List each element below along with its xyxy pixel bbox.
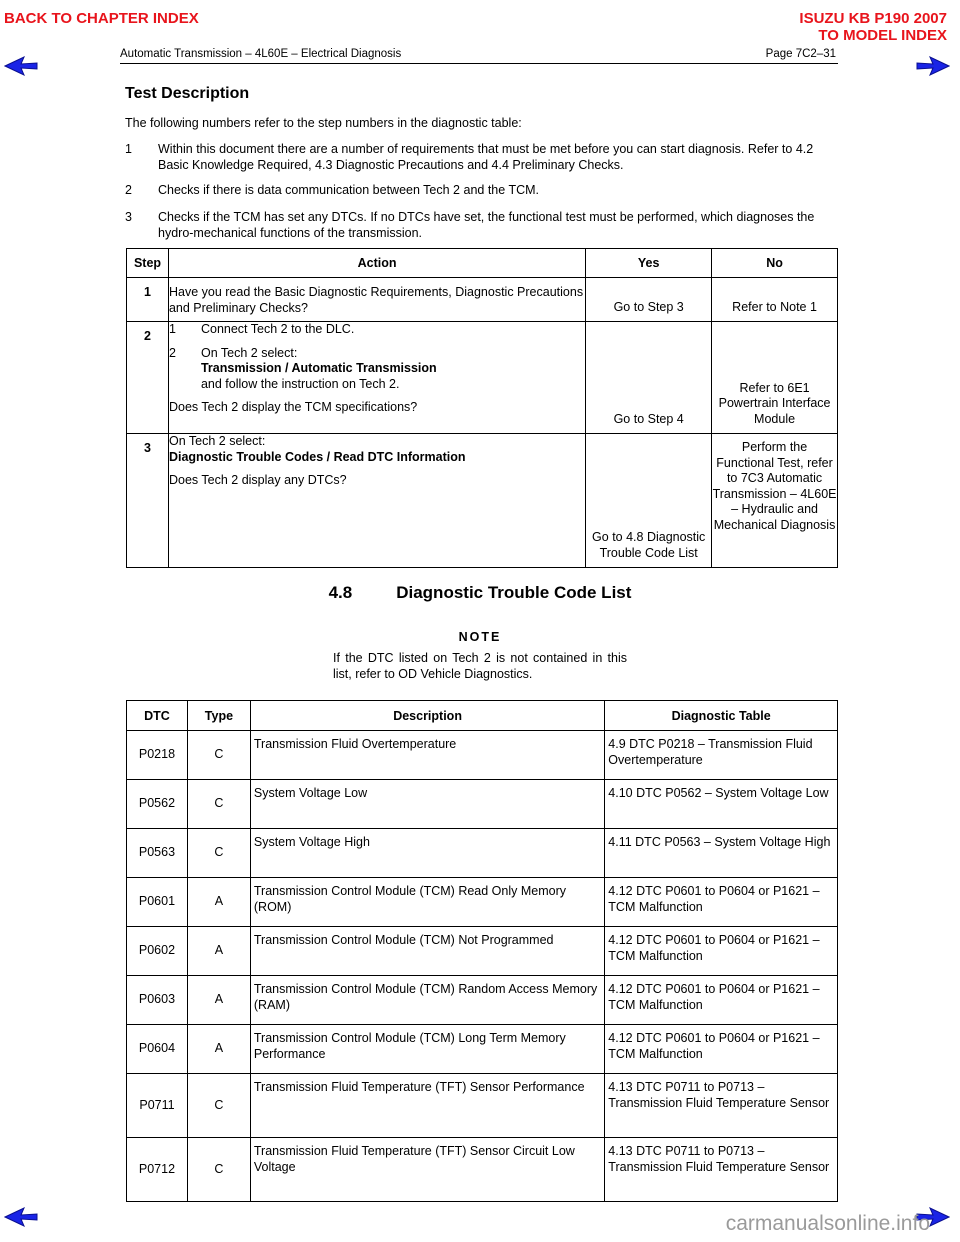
step-number: 2 (127, 322, 169, 434)
table-row (127, 731, 838, 780)
model-title-line: ISUZU KB P190 2007 (799, 10, 947, 27)
dtc-diagnostic-table-link[interactable]: 4.12 DTC P0601 to P0604 or P1621 – TCM Malfunction (605, 1025, 838, 1074)
dtc-type: C (187, 829, 250, 878)
dtc-description: System Voltage High (250, 829, 604, 878)
dtc-type: A (187, 927, 250, 976)
dtc-diagnostic-table-link[interactable]: 4.11 DTC P0563 – System Voltage High (605, 829, 838, 878)
dtc-description: Transmission Control Module (TCM) Long Term Memory Performance (250, 1025, 604, 1074)
column-header-dtc: DTC (127, 701, 188, 731)
model-index-link[interactable] (799, 10, 947, 44)
step-no-result: Refer to Note 1 (712, 278, 838, 322)
dtc-type: C (187, 1074, 250, 1138)
step-number: 3 (127, 434, 169, 568)
header-rule (120, 63, 838, 64)
requirement-item: 2 Checks if there is data communication between Tech 2 and the TCM. (125, 183, 539, 197)
section-title: Diagnostic Trouble Code List (396, 583, 632, 602)
column-header-type: Type (187, 701, 250, 731)
dtc-description: Transmission Control Module (TCM) Read Only Memory (ROM) (250, 878, 604, 927)
section-heading (0, 583, 960, 603)
dtc-code: P0712 (127, 1138, 188, 1202)
dtc-code: P0711 (127, 1074, 188, 1138)
dtc-code: P0601 (127, 878, 188, 927)
table-header-row (127, 249, 838, 278)
step-yes-result: Go to Step 4 (586, 322, 712, 434)
back-to-chapter-index-link[interactable]: BACK TO CHAPTER INDEX (4, 10, 199, 27)
table-header-row (127, 701, 838, 731)
dtc-description: Transmission Fluid Temperature (TFT) Sensor Performance (250, 1074, 604, 1138)
table-row (127, 434, 838, 568)
dtc-description: Transmission Control Module (TCM) Not Programmed (250, 927, 604, 976)
page-number: Page 7C2–31 (765, 48, 836, 60)
table-row (127, 1074, 838, 1138)
running-header-title: Automatic Transmission – 4L60E – Electrical Diagnosis (120, 48, 402, 60)
dtc-diagnostic-table-link[interactable]: 4.13 DTC P0711 to P0713 – Transmission Fluid Temperature Sensor (605, 1074, 838, 1138)
dtc-code: P0563 (127, 829, 188, 878)
dtc-code: P0604 (127, 1025, 188, 1074)
dtc-code: P0562 (127, 780, 188, 829)
table-row (127, 829, 838, 878)
dtc-code: P0218 (127, 731, 188, 780)
requirement-item: 3 Checks if the TCM has set any DTCs. If no DTCs have set, the functional test must be performed, which diagnoses the hydro-mechanical functions of the transmission. (125, 210, 815, 240)
step-number: 1 (127, 278, 169, 322)
column-header-step: Step (127, 249, 169, 278)
step-action: 1 Connect Tech 2 to the DLC. 2 On Tech 2 select: Transmission / Automatic Transmission and follow the instruction on Tech 2. Does Tech 2 display the TCM specifications? (168, 322, 585, 434)
dtc-type: A (187, 1025, 250, 1074)
step-action: On Tech 2 select: Diagnostic Trouble Codes / Read DTC Information Does Tech 2 display any DTCs? (168, 434, 585, 568)
step-action: Have you read the Basic Diagnostic Requirements, Diagnostic Precautions and Preliminary Checks? (168, 278, 585, 322)
dtc-description: Transmission Control Module (TCM) Random Access Memory (RAM) (250, 976, 604, 1025)
dtc-description: Transmission Fluid Overtemperature (250, 731, 604, 780)
table-row (127, 878, 838, 927)
dtc-diagnostic-table-link[interactable]: 4.9 DTC P0218 – Transmission Fluid Overtemperature (605, 731, 838, 780)
diagnostic-step-table (126, 248, 838, 568)
dtc-type: C (187, 731, 250, 780)
dtc-type: C (187, 1138, 250, 1202)
step-no-result: Refer to 6E1 Powertrain Interface Module (712, 322, 838, 434)
note-title: NOTE (458, 630, 502, 644)
test-description-intro: The following numbers refer to the step numbers in the diagnostic table: (125, 116, 522, 130)
column-header-action: Action (168, 249, 585, 278)
dtc-diagnostic-table-link[interactable]: 4.13 DTC P0711 to P0713 – Transmission Fluid Temperature Sensor (605, 1138, 838, 1202)
dtc-diagnostic-table-link[interactable]: 4.12 DTC P0601 to P0604 or P1621 – TCM Malfunction (605, 976, 838, 1025)
table-row (127, 1138, 838, 1202)
column-header-no: No (712, 249, 838, 278)
to-model-index-line: TO MODEL INDEX (818, 27, 947, 44)
previous-page-arrow-icon[interactable] (4, 1206, 38, 1228)
section-number: 4.8 (328, 583, 353, 602)
dtc-list-table (126, 700, 838, 1202)
table-row (127, 1025, 838, 1074)
dtc-code: P0602 (127, 927, 188, 976)
step-no-result: Perform the Functional Test, refer to 7C3 Automatic Transmission – 4L60E – Hydraulic and Mechanical Diagnosis (712, 434, 838, 568)
table-row (127, 927, 838, 976)
step-yes-result: Go to Step 3 (586, 278, 712, 322)
requirement-item: 1 Within this document there are a number of requirements that must be met before you can start diagnosis. Refer to 4.2 Basic Knowledge Required, 4.3 Diagnostic Precautions and 4.4 Preliminary Checks. (125, 142, 814, 172)
table-row (127, 780, 838, 829)
dtc-diagnostic-table-link[interactable]: 4.12 DTC P0601 to P0604 or P1621 – TCM Malfunction (605, 927, 838, 976)
dtc-type: A (187, 976, 250, 1025)
next-page-arrow-icon[interactable] (916, 55, 950, 77)
column-header-diagnostic-table: Diagnostic Table (605, 701, 838, 731)
table-row (127, 976, 838, 1025)
column-header-yes: Yes (586, 249, 712, 278)
dtc-diagnostic-table-link[interactable]: 4.12 DTC P0601 to P0604 or P1621 – TCM Malfunction (605, 878, 838, 927)
test-description-heading: Test Description (125, 85, 250, 102)
watermark-text: carmanualsonline.info (725, 1212, 930, 1235)
dtc-description: Transmission Fluid Temperature (TFT) Sensor Circuit Low Voltage (250, 1138, 604, 1202)
note-text: If the DTC listed on Tech 2 is not contained in this list, refer to OD Vehicle Diagnostics. (333, 651, 627, 681)
table-row (127, 278, 838, 322)
dtc-description: System Voltage Low (250, 780, 604, 829)
dtc-code: P0603 (127, 976, 188, 1025)
dtc-type: A (187, 878, 250, 927)
step-yes-result: Go to 4.8 Diagnostic Trouble Code List (586, 434, 712, 568)
column-header-description: Description (250, 701, 604, 731)
dtc-type: C (187, 780, 250, 829)
table-row (127, 322, 838, 434)
previous-page-arrow-icon[interactable] (4, 55, 38, 77)
dtc-diagnostic-table-link[interactable]: 4.10 DTC P0562 – System Voltage Low (605, 780, 838, 829)
